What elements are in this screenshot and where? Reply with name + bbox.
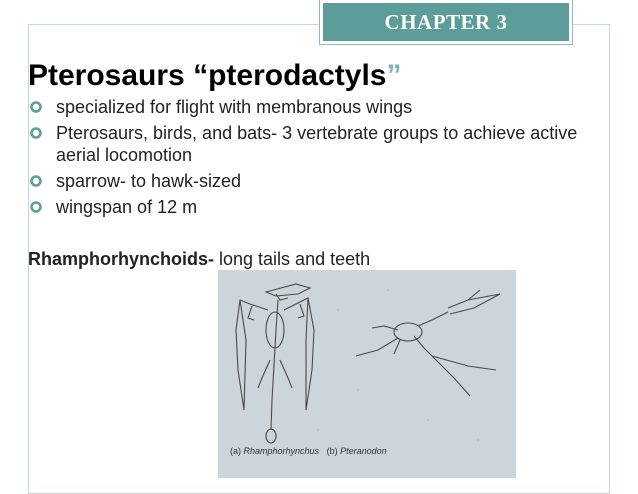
figure-caption bbox=[230, 446, 387, 456]
bullet-item bbox=[28, 122, 618, 166]
pterosaur-figure bbox=[218, 270, 516, 478]
caption-b-marker: (b) bbox=[326, 446, 338, 456]
bullet-list bbox=[28, 96, 618, 222]
bullet-icon bbox=[30, 127, 42, 139]
bullet-text: wingspan of 12 m bbox=[56, 197, 198, 217]
bullet-text: specialized for flight with membranous wings bbox=[56, 97, 413, 117]
subline-rest: long tails and teeth bbox=[214, 249, 371, 269]
pteranodon-skeleton bbox=[356, 290, 500, 396]
title-rest: pterodactyls bbox=[208, 59, 387, 92]
slide-title bbox=[28, 58, 401, 94]
bullet-icon bbox=[30, 201, 42, 213]
caption-a-marker: (a) bbox=[230, 446, 241, 456]
bullet-item bbox=[28, 96, 618, 118]
bullet-icon bbox=[30, 175, 42, 187]
scan-texture bbox=[317, 289, 479, 441]
caption-b-name: Pteranodon bbox=[340, 446, 387, 456]
caption-a-name: Rhamphorhynchus bbox=[243, 446, 320, 456]
subline-bold: Rhamphorhynchoids- bbox=[28, 249, 215, 269]
title-close-quote: ” bbox=[386, 59, 402, 92]
title-open-quote: “ bbox=[193, 59, 209, 92]
rhamphorhynchus-skeleton bbox=[236, 284, 314, 443]
chapter-label: CHAPTER 3 bbox=[384, 9, 508, 34]
bullet-text: sparrow- to hawk-sized bbox=[56, 171, 242, 191]
bullet-item bbox=[28, 170, 618, 192]
rhamphorhynchoids-line bbox=[28, 248, 370, 270]
bullet-text: Pterosaurs, birds, and bats- 3 vertebrate groups to achieve active aerial locomotion bbox=[56, 123, 578, 165]
bullet-item bbox=[28, 196, 618, 218]
bullet-icon bbox=[30, 101, 42, 113]
chapter-tab bbox=[320, 0, 572, 44]
title-bold: Pterosaurs bbox=[28, 59, 185, 92]
